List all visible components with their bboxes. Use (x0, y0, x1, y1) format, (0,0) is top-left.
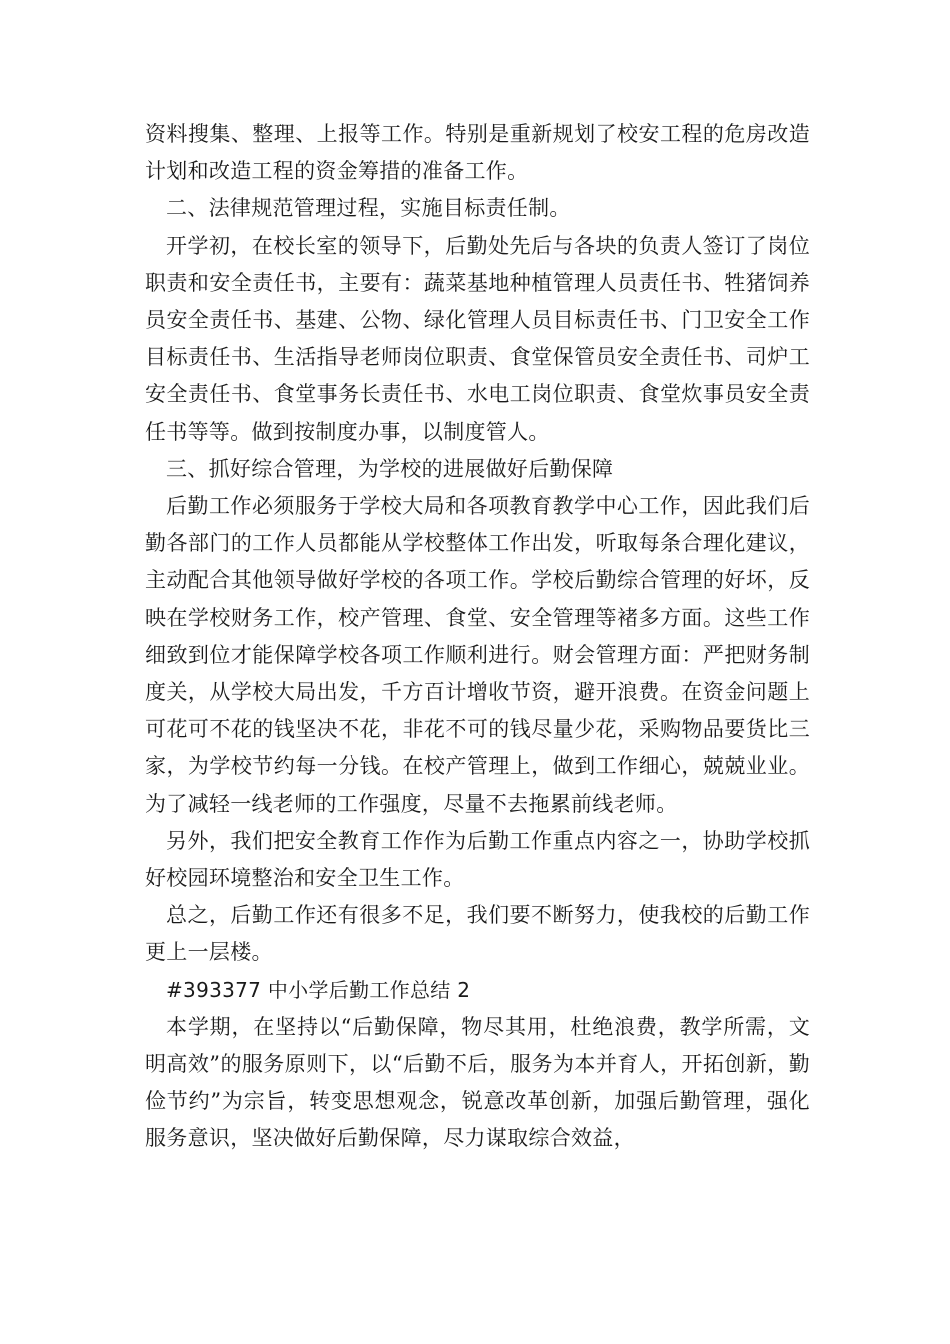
paragraph-management: 后勤工作必须服务于学校大局和各项教育教学中心工作，因此我们后勤各部门的工作人员都能从学校整体工作出发，听取每条合理化建议，主动配合其他领导做好学校的各项工作。学校后勤综合管理的好坏，反映在学校财务工作，校产管理、食堂、安全管理等褚多方面。这些工作细致到位才能保障学校各项工作顺利进行。财会管理方面：严把财务制度关，从学校大局出发，千方百计增收节资，避开浪费。在资金问题上可花可不花的钱坚决不花，非花不可的钱尽量少花，采购物品要货比三家，为学校节约每一分钱。在校产管理上，做到工作细心，兢兢业业。为了减轻一线老师的工作强度，尽量不去拖累前线老师。 (145, 494, 810, 816)
document-subtitle: #393377 中小学后勤工作总结 2 (166, 977, 471, 1002)
document-body (145, 116, 810, 1158)
section-heading-3: 三、抓好综合管理，为学校的进展做好后勤保障 (166, 456, 614, 481)
section-heading-2: 二、法律规范管理过程，实施目标责任制。 (166, 196, 571, 221)
paragraph-conclusion: 总之，后勤工作还有很多不足，我们要不断努力，使我校的后勤工作更上一层楼。 (145, 903, 810, 965)
paragraph-continuation: 资料搜集、整理、上报等工作。特别是重新规划了校安工程的危房改造计划和改造工程的资金筹措的准备工作。 (145, 122, 810, 184)
paragraph-responsibility: 开学初，在校长室的领导下，后勤处先后与各块的负责人签订了岗位职责和安全责任书，主要有：蔬菜基地种植管理人员责任书、牲猪饲养员安全责任书、基建、公物、绿化管理人员目标责任书、门卫安全工作目标责任书、生活指导老师岗位职责、食堂保管员安全责任书、司炉工安全责任书、食堂事务长责任书、水电工岗位职责、食堂炊事员安全责任书等等。做到按制度办事，以制度管人。 (145, 233, 810, 444)
paragraph-safety: 另外，我们把安全教育工作作为后勤工作重点内容之一，协助学校抓好校园环境整治和安全卫生工作。 (145, 828, 810, 891)
paragraph-semester: 本学期，在坚持以“后勤保障，物尽其用，杜绝浪费，教学所需，文明高效”的服务原则下，以“后勤不后，服务为本并育人，开拓创新，勤俭节约”为宗旨，转变思想观念，锐意改革创新，加强后勤管理，强化服务意识，坚决做好后勤保障，尽力谋取综合效益， (145, 1014, 810, 1151)
